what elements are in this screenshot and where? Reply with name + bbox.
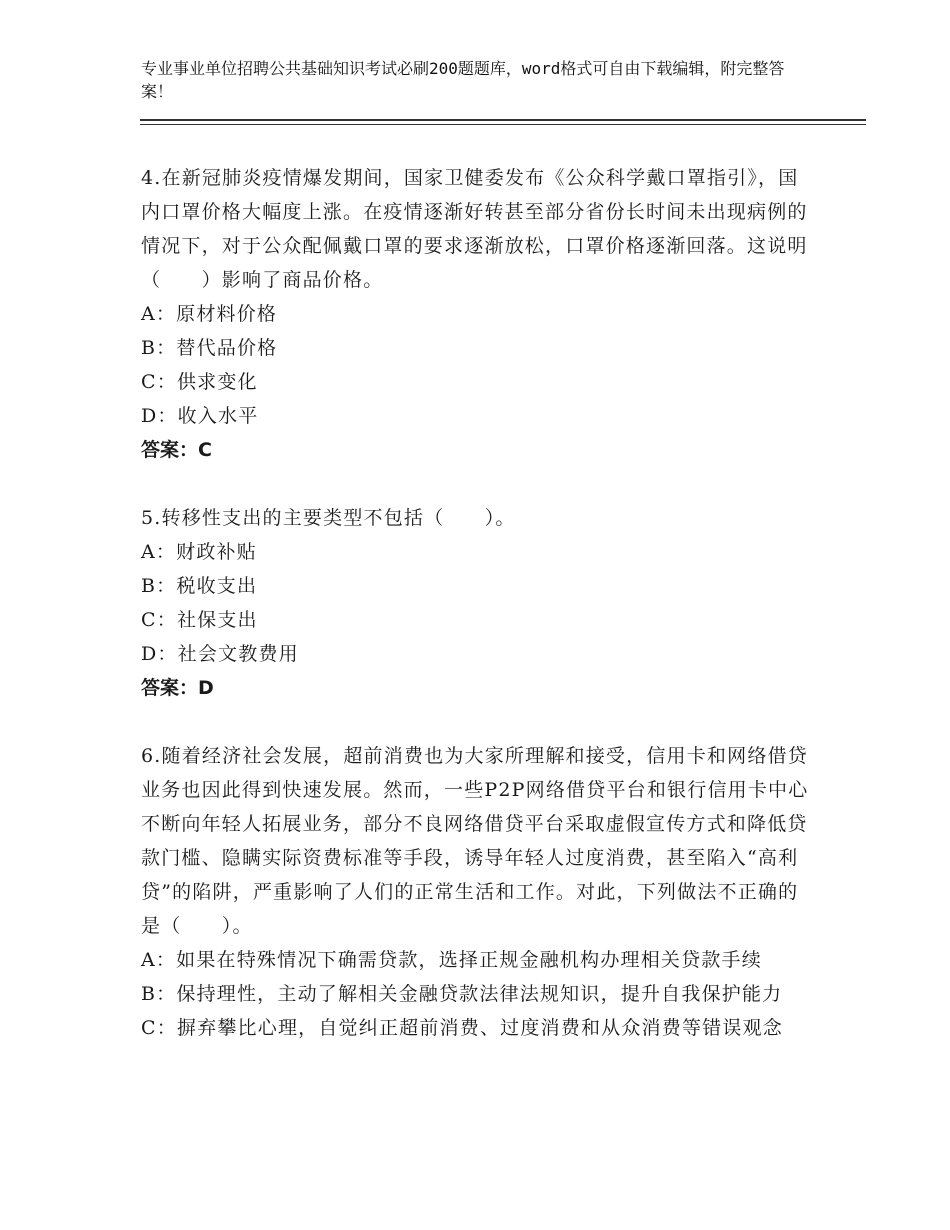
- question-list: [141, 161, 811, 1045]
- option-b: B：替代品价格: [141, 337, 278, 359]
- document-header: 专业事业单位招聘公共基础知识考试必刷200题题库，word格式可自由下载编辑，附完整答案！: [141, 59, 785, 101]
- option-b: B：保持理性，主动了解相关金融贷款法律法规知识，提升自我保护能力: [141, 983, 783, 1005]
- answer-label: 答案：C: [141, 439, 212, 461]
- question-4: [141, 161, 811, 467]
- option-d: D：社会文教费用: [141, 643, 299, 665]
- question-stem: 4.在新冠肺炎疫情爆发期间，国家卫健委发布《公众科学戴口罩指引》，国内口罩价格大幅度上涨。在疫情逐渐好转甚至部分省份长时间未出现病例的情况下，对于公众配佩戴口罩的要求逐渐放松，口罩价格逐渐回落。这说明（ ）影响了商品价格。: [141, 167, 808, 291]
- option-b: B：税收支出: [141, 575, 258, 597]
- question-5: [141, 501, 811, 705]
- option-a: A：财政补贴: [141, 541, 257, 563]
- question-stem: 6.随着经济社会发展，超前消费也为大家所理解和接受，信用卡和网络借贷业务也因此得到快速发展。然而，一些P2P网络借贷平台和银行信用卡中心不断向年轻人拓展业务，部分不良网络借贷平台采取虚假宣传方式和降低贷款门槛、隐瞒实际资费标准等手段，诱导年轻人过度消费，甚至陷入“高利贷”的陷阱，严重影响了人们的正常生活和工作。对此，下列做法不正确的是（ ）。: [141, 745, 809, 937]
- question-6: [141, 739, 811, 1045]
- header-divider-thick: [140, 119, 866, 121]
- answer-label: 答案：D: [141, 677, 214, 699]
- spacer: [141, 467, 811, 501]
- option-c: C：摒弃攀比心理，自觉纠正超前消费、过度消费和从众消费等错误观念: [141, 1017, 783, 1039]
- question-stem: 5.转移性支出的主要类型不包括（ ）。: [141, 507, 516, 529]
- spacer: [141, 705, 811, 739]
- header-divider-thin: [140, 124, 866, 125]
- option-c: C：供求变化: [141, 371, 258, 393]
- option-c: C：社保支出: [141, 609, 258, 631]
- option-d: D：收入水平: [141, 405, 259, 427]
- option-a: A：原材料价格: [141, 303, 278, 325]
- option-a: A：如果在特殊情况下确需贷款，选择正规金融机构办理相关贷款手续: [141, 949, 762, 971]
